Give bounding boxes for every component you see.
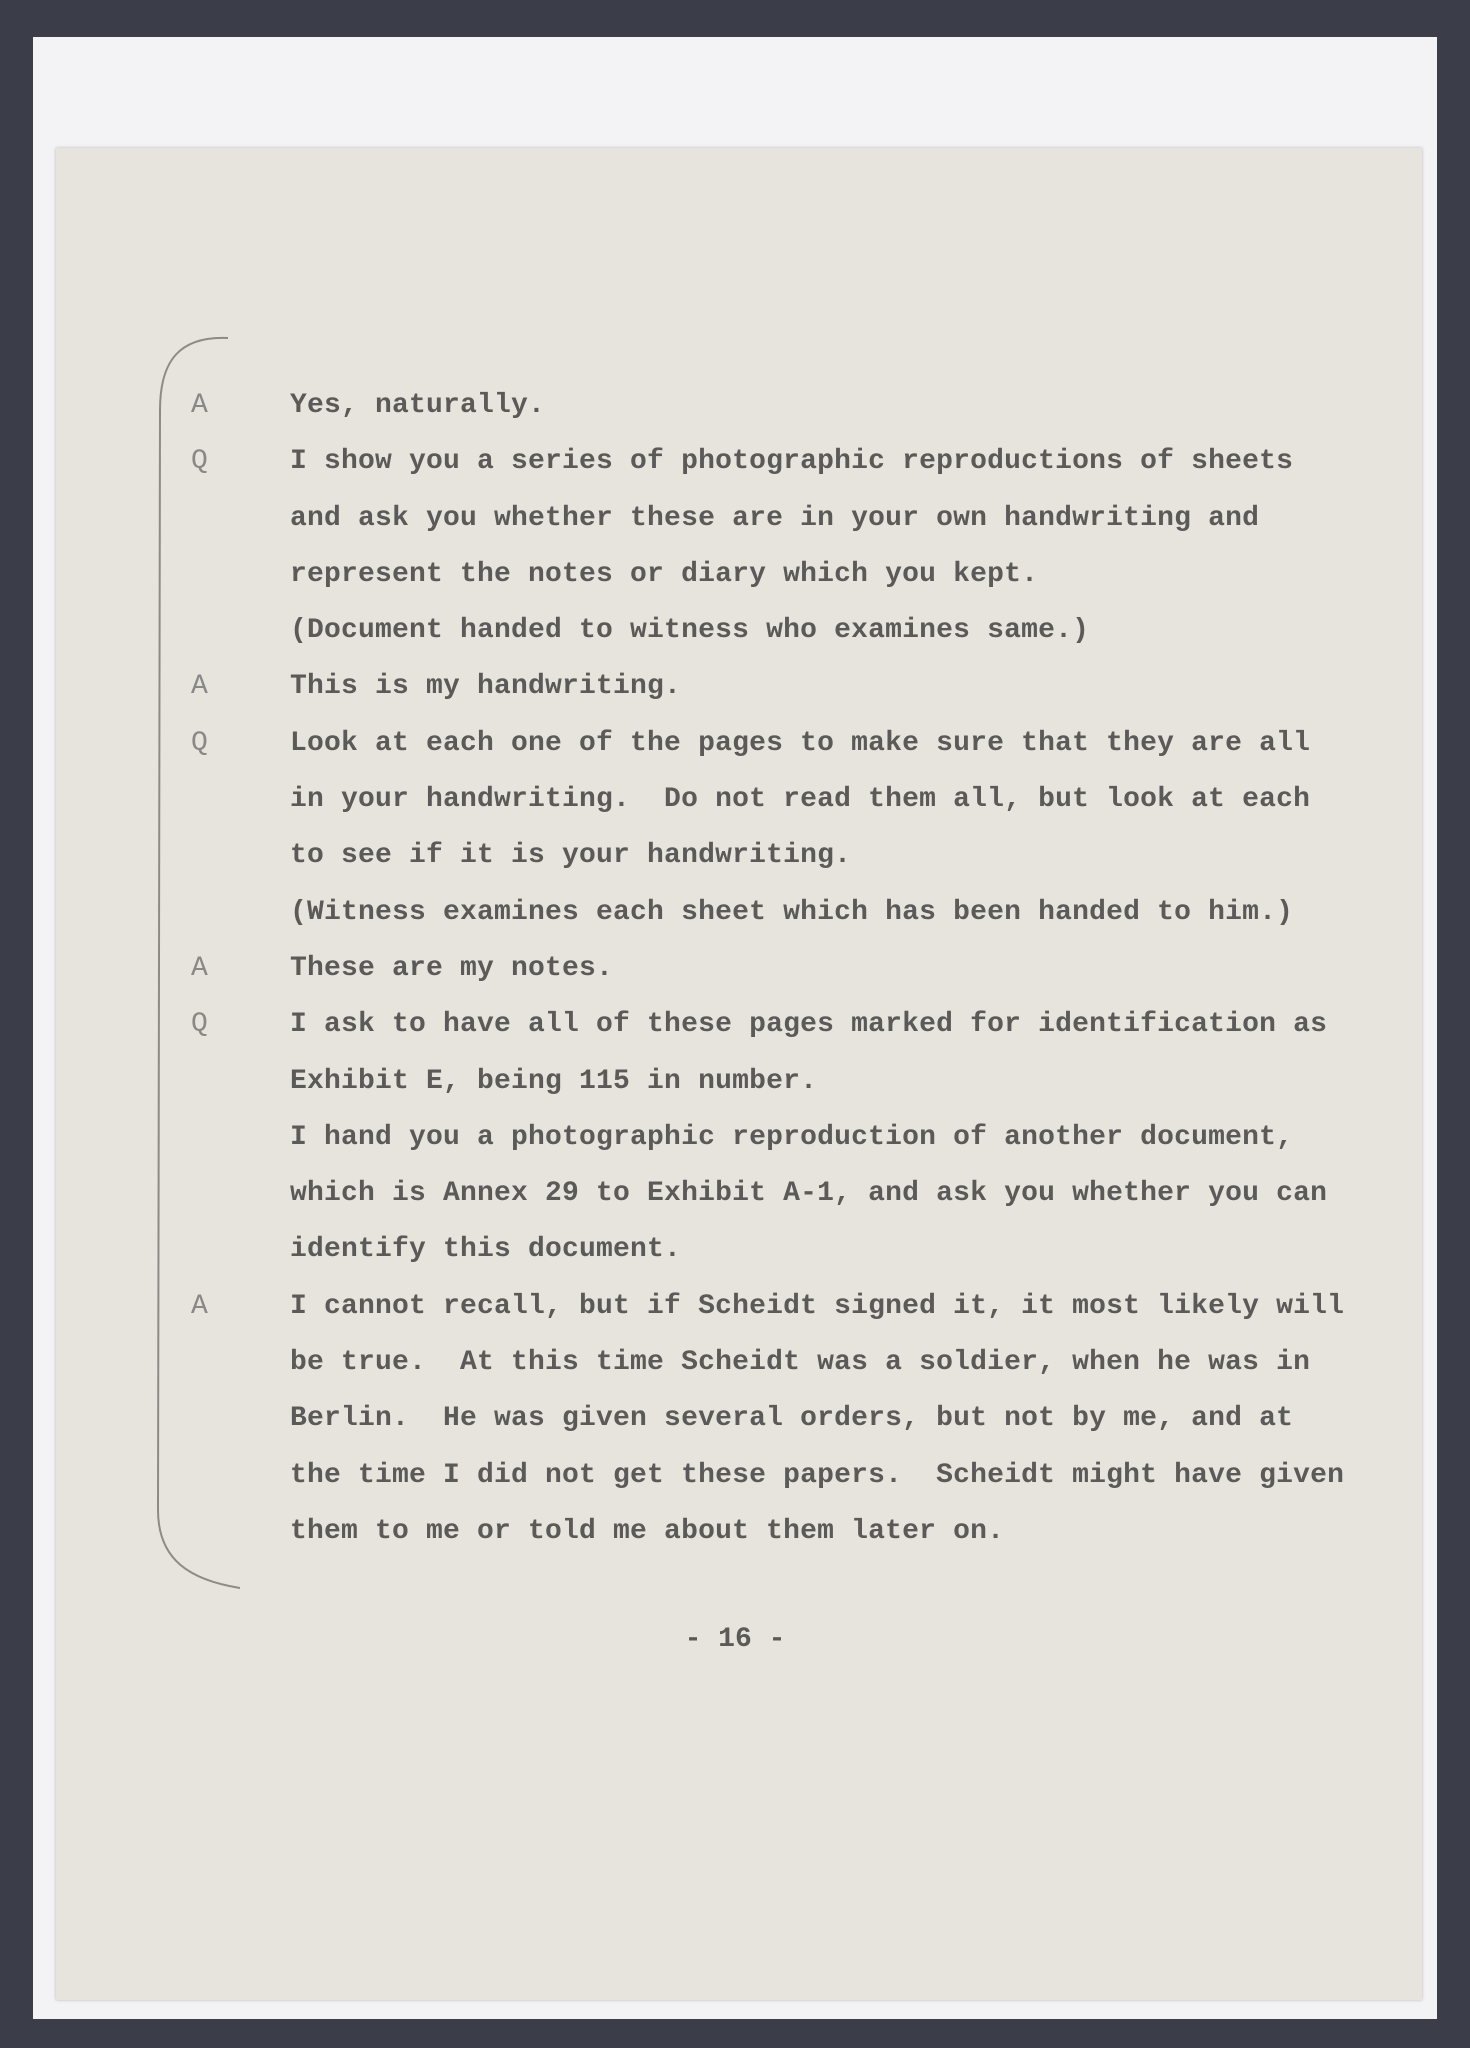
transcript-body — [0, 378, 1470, 1560]
line-text: I cannot recall, but if Scheidt signed it, it most likely will — [290, 1290, 1345, 1322]
transcript-line — [0, 941, 1470, 997]
line-text: This is my handwriting. — [290, 671, 682, 703]
line-text: represent the notes or diary which you kept. — [290, 558, 1039, 590]
line-text: identify this document. — [290, 1234, 682, 1266]
line-text: Look at each one of the pages to make sure that they are all — [290, 727, 1311, 759]
transcript-line — [0, 885, 1470, 941]
transcript-line — [0, 772, 1470, 828]
transcript-line — [0, 828, 1470, 884]
line-text: in your handwriting. Do not read them all, but look at each — [290, 784, 1311, 816]
line-text: (Document handed to witness who examines same.) — [290, 615, 1090, 647]
transcript-line — [0, 716, 1470, 772]
speaker-label: A — [191, 671, 209, 703]
line-text: Exhibit E, being 115 in number. — [290, 1065, 818, 1097]
line-text: I hand you a photographic reproduction of another document, — [290, 1121, 1294, 1153]
line-text: These are my notes. — [290, 952, 614, 984]
line-text: to see if it is your handwriting. — [290, 840, 852, 872]
transcript-line — [0, 1448, 1470, 1504]
transcript-line — [0, 1504, 1470, 1560]
transcript-line — [0, 1222, 1470, 1278]
transcript-line — [0, 1391, 1470, 1447]
transcript-line — [0, 434, 1470, 490]
transcript-line — [0, 1166, 1470, 1222]
transcript-line — [0, 1110, 1470, 1166]
line-text: Berlin. He was given several orders, but not by me, and at — [290, 1403, 1294, 1435]
line-text: which is Annex 29 to Exhibit A-1, and ask you whether you can — [290, 1178, 1328, 1210]
speaker-label: A — [191, 390, 209, 421]
speaker-label: A — [191, 952, 209, 984]
transcript-line — [0, 1335, 1470, 1391]
transcript-line — [0, 997, 1470, 1053]
speaker-label: A — [191, 1290, 209, 1322]
transcript-line — [0, 603, 1470, 659]
line-text: I ask to have all of these pages marked for identification as — [290, 1009, 1328, 1041]
line-text: and ask you whether these are in your own handwriting and — [290, 502, 1260, 534]
line-text: (Witness examines each sheet which has been handed to him.) — [290, 896, 1294, 928]
speaker-label: Q — [191, 1009, 209, 1041]
transcript-line — [0, 1054, 1470, 1110]
line-text: I show you a series of photographic reproductions of sheets — [290, 446, 1294, 478]
transcript-line — [0, 1279, 1470, 1335]
line-text: them to me or told me about them later on. — [290, 1515, 1005, 1547]
line-text: Yes, naturally. — [290, 390, 546, 421]
page-number: - 16 - — [684, 1624, 786, 1655]
transcript-line — [0, 378, 1470, 434]
transcript-line — [0, 491, 1470, 547]
line-text: be true. At this time Scheidt was a soldier, when he was in — [290, 1347, 1311, 1379]
speaker-label: Q — [191, 727, 209, 759]
transcript-line — [0, 659, 1470, 715]
line-text: the time I did not get these papers. Scheidt might have given — [290, 1459, 1345, 1491]
transcript-line — [0, 547, 1470, 603]
speaker-label: Q — [191, 446, 209, 478]
